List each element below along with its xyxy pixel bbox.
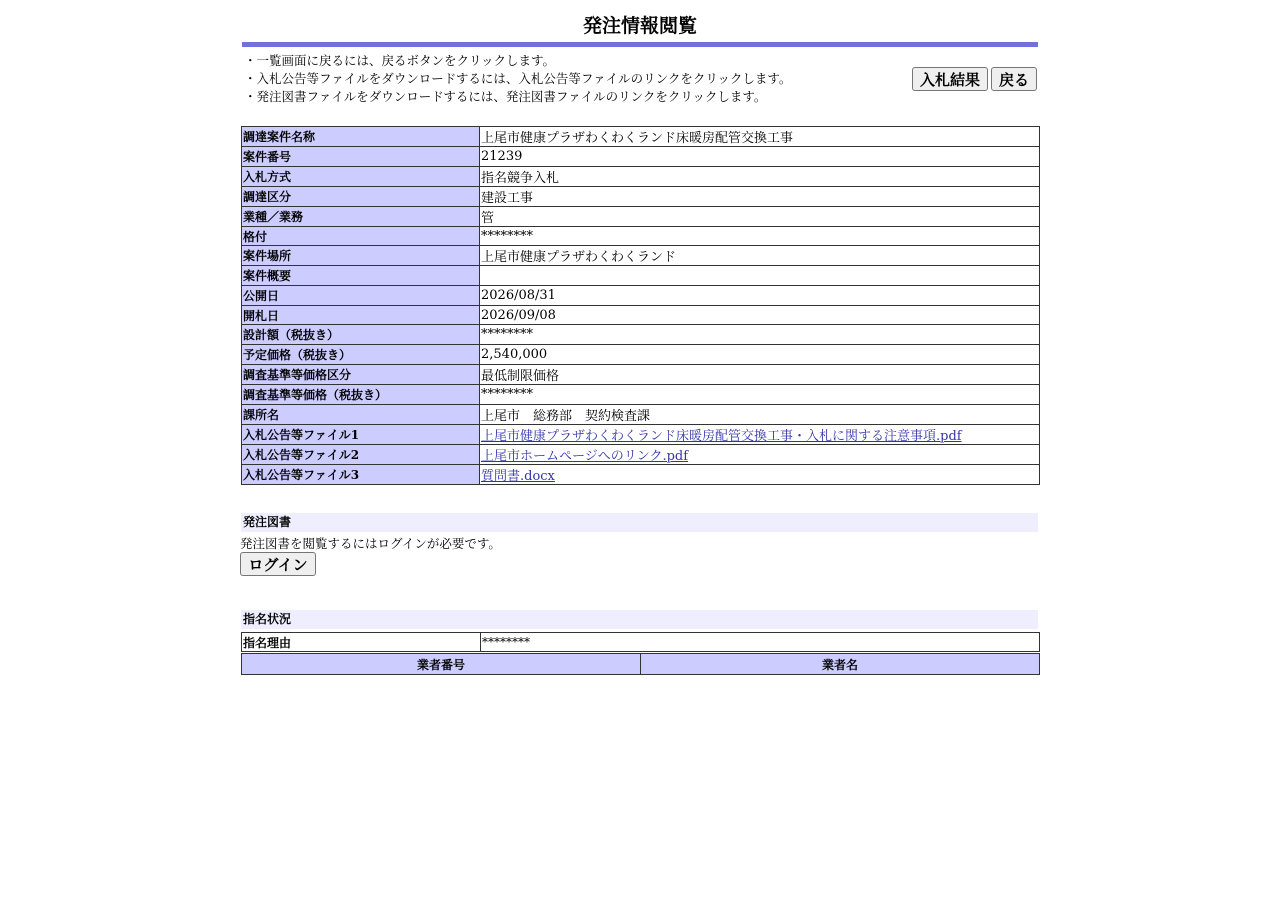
notice-file-1-link[interactable]: 上尾市健康プラザわくわくランド床暖房配管交換工事・入札に関する注意事項.pdf — [481, 428, 962, 444]
table-row — [242, 384, 1040, 404]
field-label: 入札公告等ファイル3 — [242, 464, 480, 484]
field-label: 格付 — [242, 226, 480, 246]
field-value: 2026/08/31 — [480, 286, 1040, 306]
field-value: ******** — [480, 325, 1040, 345]
field-value: 2,540,000 — [480, 345, 1040, 365]
field-value: 21239 — [480, 147, 1040, 167]
back-button[interactable]: 戻る — [991, 67, 1037, 91]
notice-file-3-link[interactable]: 質問書.docx — [481, 468, 555, 484]
column-header-vendor-number: 業者番号 — [242, 654, 641, 675]
nomination-reason-table — [241, 632, 1040, 652]
table-row — [242, 166, 1040, 186]
table-row — [242, 127, 1040, 147]
table-row — [242, 424, 1040, 444]
field-label: 調達案件名称 — [242, 127, 480, 147]
field-value: 指名競争入札 — [480, 166, 1040, 186]
table-row — [242, 186, 1040, 206]
table-row — [242, 325, 1040, 345]
project-details-table — [241, 126, 1040, 485]
field-label: 課所名 — [242, 404, 480, 424]
field-label: 設計額（税抜き） — [242, 325, 480, 345]
vendor-table — [241, 653, 1040, 675]
table-header-row — [242, 654, 1040, 675]
column-header-vendor-name: 業者名 — [641, 654, 1040, 675]
table-row — [242, 404, 1040, 424]
field-label: 公開日 — [242, 286, 480, 306]
instructions — [244, 52, 864, 106]
field-value: 建設工事 — [480, 186, 1040, 206]
table-row — [242, 147, 1040, 167]
nomination-reason-label: 指名理由 — [242, 633, 481, 652]
table-row — [242, 633, 1040, 652]
instruction-notice-files: ・入札公告等ファイルをダウンロードするには、入札公告等ファイルのリンクをクリックします。 — [244, 71, 792, 86]
table-row — [242, 364, 1040, 384]
table-row — [242, 444, 1040, 464]
field-label: 予定価格（税抜き） — [242, 345, 480, 365]
field-value — [480, 266, 1040, 286]
field-value: 最低制限価格 — [480, 364, 1040, 384]
table-row — [242, 206, 1040, 226]
table-row — [242, 266, 1040, 286]
page-title: 発注情報閲覧 — [582, 15, 697, 37]
field-label: 案件場所 — [242, 246, 480, 266]
field-value — [480, 444, 1040, 464]
field-value: ******** — [480, 226, 1040, 246]
nomination-reason-value: ******** — [481, 633, 1040, 652]
field-label: 業種／業務 — [242, 206, 480, 226]
table-row — [242, 286, 1040, 306]
table-row — [242, 345, 1040, 365]
instruction-back: ・一覧画面に戻るには、戻るボタンをクリックします。 — [244, 53, 556, 68]
field-value: 2026/09/08 — [480, 305, 1040, 325]
table-row — [242, 226, 1040, 246]
instruction-order-docs: ・発注図書ファイルをダウンロードするには、発注図書ファイルのリンクをクリックします。 — [244, 89, 767, 104]
field-value: 上尾市健康プラザわくわくランド床暖房配管交換工事 — [480, 127, 1040, 147]
login-required-message: 発注図書を閲覧するにはログインが必要です。 — [240, 536, 501, 551]
field-label: 案件概要 — [242, 266, 480, 286]
field-label: 入札公告等ファイル1 — [242, 424, 480, 444]
bid-results-button[interactable]: 入札結果 — [912, 67, 988, 91]
field-label: 調査基準等価格（税抜き） — [242, 384, 480, 404]
field-label: 入札公告等ファイル2 — [242, 444, 480, 464]
nomination-status-header: 指名状況 — [241, 610, 1038, 629]
notice-file-2-link[interactable]: 上尾市ホームページへのリンク.pdf — [481, 448, 689, 464]
field-value — [480, 424, 1040, 444]
field-value: 上尾市健康プラザわくわくランド — [480, 246, 1040, 266]
order-documents-header: 発注図書 — [241, 513, 1038, 532]
field-label: 案件番号 — [242, 147, 480, 167]
table-row — [242, 246, 1040, 266]
login-button[interactable]: ログイン — [240, 552, 316, 576]
field-label: 開札日 — [242, 305, 480, 325]
field-value — [480, 464, 1040, 484]
table-row — [242, 464, 1040, 484]
field-label: 入札方式 — [242, 166, 480, 186]
field-label: 調査基準等価格区分 — [242, 364, 480, 384]
table-row — [242, 305, 1040, 325]
field-value: 上尾市 総務部 契約検査課 — [480, 404, 1040, 424]
field-value: ******** — [480, 384, 1040, 404]
field-label: 調達区分 — [242, 186, 480, 206]
title-divider — [242, 42, 1038, 47]
field-value: 管 — [480, 206, 1040, 226]
